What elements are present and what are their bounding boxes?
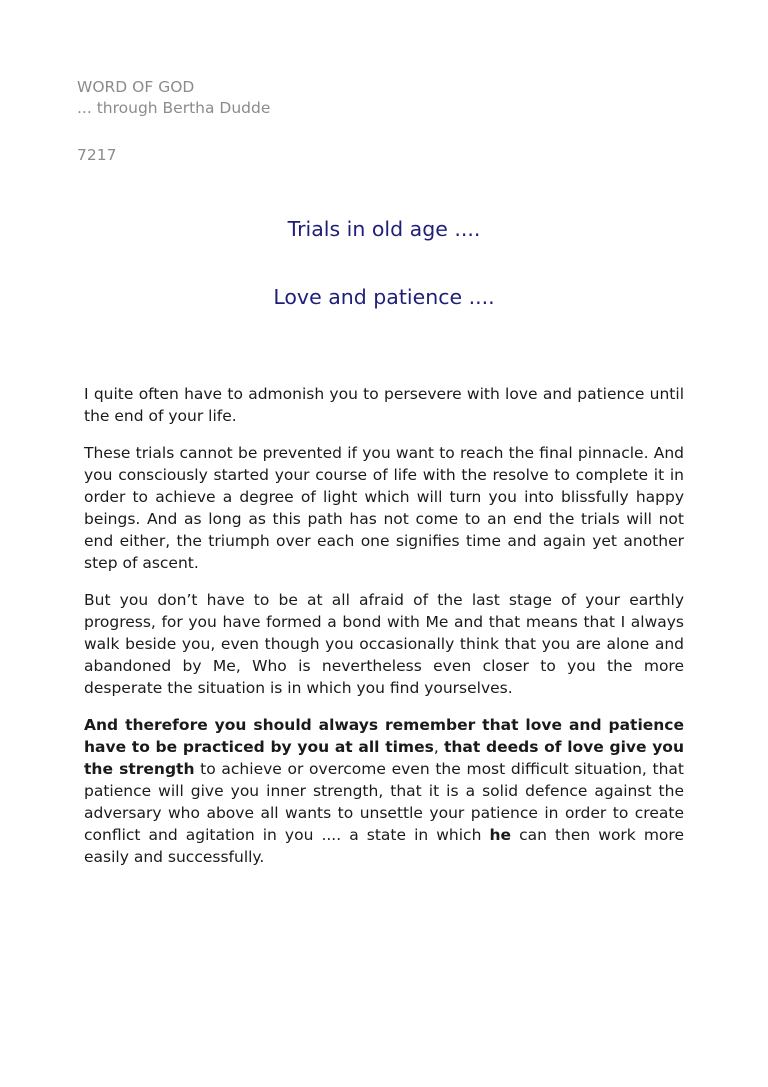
text-segment-2: , bbox=[433, 738, 444, 756]
bold-segment-1: And therefore you should always remember that love and patience have to be practiced by you at all times bbox=[84, 716, 684, 756]
document-number: 7217 bbox=[77, 146, 117, 164]
paragraph-1: I quite often have to admonish you to persevere with love and patience until the end of your life. bbox=[84, 385, 684, 425]
bold-segment-5: he bbox=[489, 826, 512, 844]
message-title: Trials in old age .... bbox=[287, 217, 481, 241]
paragraph-2: These trials cannot be prevented if you want to reach the final pinnacle. And you consciously started your course of life with the resolve to complete it in order to achieve a degree of light which will turn you into blissfully happy beings. And as long as this path has not come to an end the trials will not end either, the triumph over each one signifies time and again yet another step of ascent. bbox=[84, 444, 684, 572]
message-subtitle: Love and patience .... bbox=[273, 285, 495, 309]
message-body bbox=[84, 383, 684, 883]
paragraph-4 bbox=[84, 714, 684, 868]
text-segment-6: can then work more easily and successfully. bbox=[84, 826, 684, 866]
document-header bbox=[77, 77, 270, 119]
paragraph-3: But you don’t have to be at all afraid of the last stage of your earthly progress, for you have formed a bond with Me and that means that I always walk beside you, even though you occasionally think that you are alone and abandoned by Me, Who is nevertheless even closer to you the more desperate the situation is in which you find yourselves. bbox=[84, 591, 684, 697]
header-source-title: WORD OF GOD bbox=[77, 78, 195, 96]
header-author-line: ... through Bertha Dudde bbox=[77, 99, 271, 117]
bold-segment-3: that deeds of love give you the strength bbox=[84, 738, 684, 778]
text-segment-4: to achieve or overcome even the most difficult situation, that patience will give you inner strength, that it is a solid defence against the adversary who above all wants to unsettle your patience in order to create conflict and agitation in you .... a state in which bbox=[84, 760, 684, 844]
